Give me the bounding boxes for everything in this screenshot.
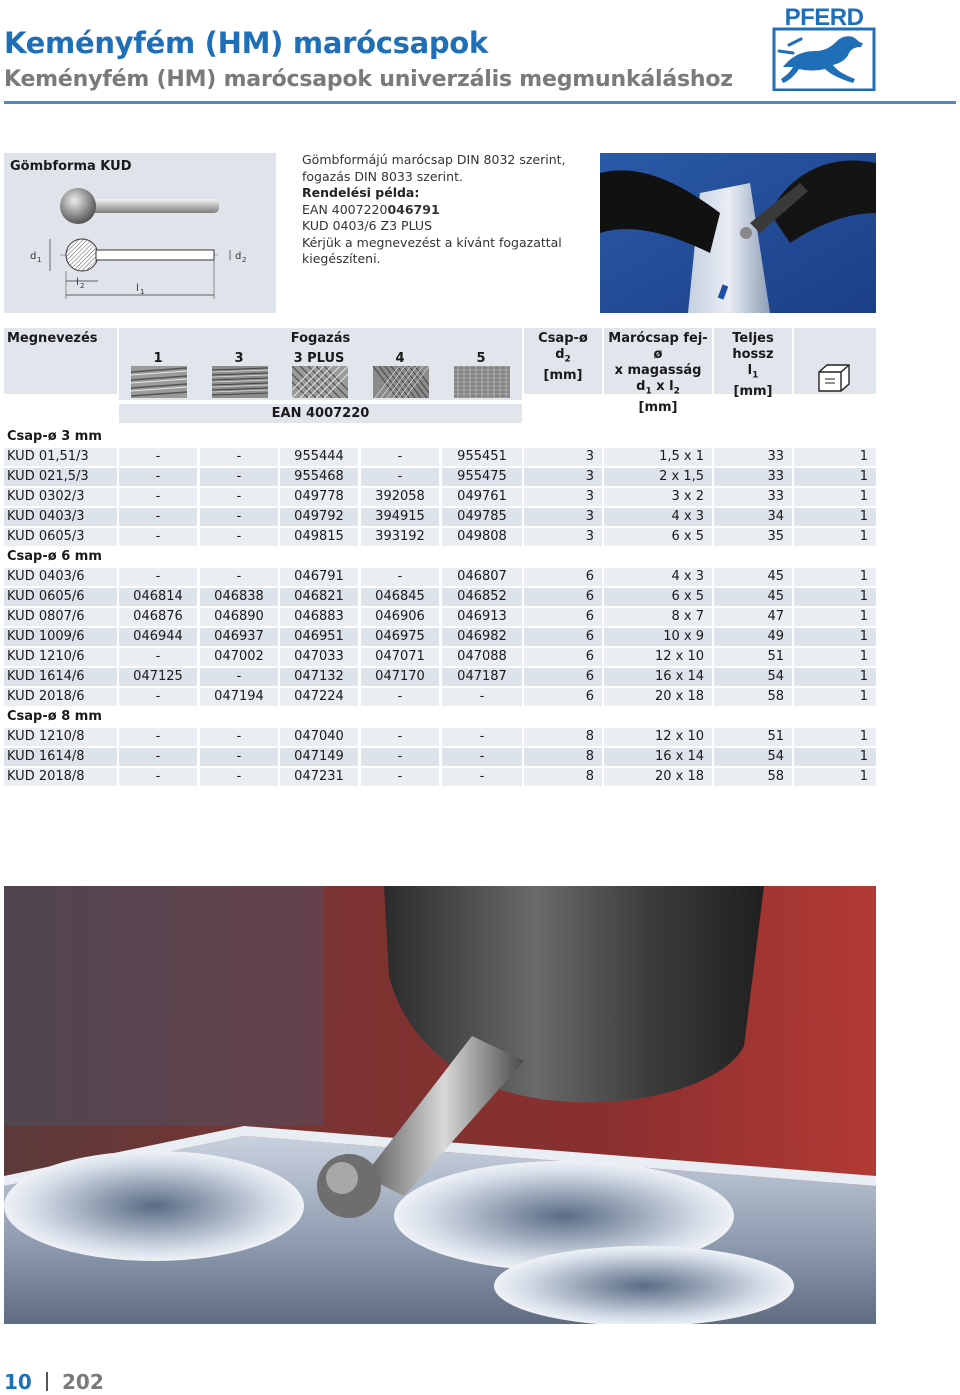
cell-cut-1: -	[119, 468, 197, 486]
product-description	[302, 152, 582, 268]
cell-cut-1: 046944	[119, 628, 197, 646]
desc-line-1: Gömbformájú marócsap DIN 8032 szerint,	[302, 152, 566, 167]
shape-label: Gömbforma KUD	[10, 159, 132, 174]
cell-shank: 6	[524, 628, 602, 646]
cell-cut-5: -	[442, 728, 522, 746]
cell-shank: 3	[524, 488, 602, 506]
table-row	[4, 668, 876, 686]
cell-cut-3plus: 046791	[280, 568, 358, 586]
cell-name: KUD 0605/6	[4, 588, 117, 606]
order-ean: EAN 4007220046791	[302, 201, 440, 217]
cell-cut-1: -	[119, 448, 197, 466]
cell-cut-4: -	[361, 448, 439, 466]
order-note-2: kiegészíteni.	[302, 251, 381, 266]
cell-cut-3: -	[200, 668, 278, 686]
cell-cut-3plus: 049792	[280, 508, 358, 526]
cell-name: KUD 2018/6	[4, 688, 117, 706]
cell-head-size: 16 x 14	[604, 668, 712, 686]
cell-cut-3: 046890	[200, 608, 278, 626]
order-code: KUD 0403/6 Z3 PLUS	[302, 218, 433, 233]
cell-shank: 8	[524, 728, 602, 746]
dim-l2-sub: 2	[80, 282, 85, 290]
cell-cut-5: -	[442, 688, 522, 706]
cell-head-size: 3 x 2	[604, 488, 712, 506]
cell-cut-1: 046876	[119, 608, 197, 626]
cell-shank: 8	[524, 748, 602, 766]
cell-length: 54	[714, 668, 792, 686]
logo-text: PFERD	[784, 5, 864, 31]
cell-head-size: 8 x 7	[604, 608, 712, 626]
cell-pack-qty: 1	[794, 448, 876, 466]
cell-pack-qty: 1	[794, 668, 876, 686]
cell-shank: 6	[524, 688, 602, 706]
dim-l1: l	[136, 283, 139, 294]
col-length-header: Teljes hossz $l_1$ [mm]	[732, 331, 774, 399]
cell-cut-3plus: 046951	[280, 628, 358, 646]
cell-cut-3: -	[200, 508, 278, 526]
page-total: 202	[62, 1370, 104, 1394]
dim-d1: d	[30, 251, 37, 262]
cell-shank: 6	[524, 568, 602, 586]
cell-pack-qty: 1	[794, 768, 876, 786]
cell-name: KUD 0605/3	[4, 528, 117, 546]
cell-name: KUD 2018/8	[4, 768, 117, 786]
cut-swatch-1	[131, 366, 187, 398]
cell-cut-3: 047002	[200, 648, 278, 666]
cell-name: KUD 0302/3	[4, 488, 117, 506]
cut-swatch-5	[454, 366, 510, 398]
cell-pack-qty: 1	[794, 528, 876, 546]
cell-cut-3: -	[200, 568, 278, 586]
cell-cut-3: -	[200, 748, 278, 766]
cut-col-5: 5	[476, 351, 486, 366]
cell-cut-3plus: 049815	[280, 528, 358, 546]
cell-cut-3plus: 049778	[280, 488, 358, 506]
cell-shank: 6	[524, 608, 602, 626]
cell-cut-4: -	[361, 468, 439, 486]
cell-cut-3: -	[200, 528, 278, 546]
cell-pack-qty: 1	[794, 648, 876, 666]
cell-shank: 3	[524, 468, 602, 486]
cell-head-size: 4 x 3	[604, 568, 712, 586]
cell-cut-3plus: 047231	[280, 768, 358, 786]
cell-head-size: 12 x 10	[604, 648, 712, 666]
cell-cut-3plus: 955444	[280, 448, 358, 466]
cell-name: KUD 01,51/3	[4, 448, 117, 466]
cell-cut-5: 047088	[442, 648, 522, 666]
cell-cut-4: 046906	[361, 608, 439, 626]
cell-cut-5: 046913	[442, 608, 522, 626]
cell-head-size: 4 x 3	[604, 508, 712, 526]
table-row	[4, 528, 876, 546]
cell-length: 33	[714, 448, 792, 466]
cell-cut-3: 047194	[200, 688, 278, 706]
cut-swatch-4	[373, 366, 429, 398]
shape-panel	[4, 153, 276, 313]
group-header: Csap-ø 6 mm	[7, 549, 102, 564]
cell-shank: 6	[524, 588, 602, 606]
cell-pack-qty: 1	[794, 728, 876, 746]
cell-length: 58	[714, 688, 792, 706]
col-head-size-header: Marócsap fej-ø x magasság $d_1$ x $l_2$ [mm]	[608, 331, 708, 415]
cut-swatch-3	[212, 366, 268, 398]
table-row	[4, 588, 876, 606]
table-row	[4, 688, 876, 706]
cell-cut-4: 046845	[361, 588, 439, 606]
cut-swatch-3plus	[292, 366, 348, 398]
cell-name: KUD 0807/6	[4, 608, 117, 626]
cell-length: 33	[714, 488, 792, 506]
cell-cut-3plus: 047040	[280, 728, 358, 746]
cell-shank: 3	[524, 528, 602, 546]
cut-col-1: 1	[153, 351, 163, 366]
cell-cut-5: 049808	[442, 528, 522, 546]
cell-shank: 3	[524, 448, 602, 466]
cell-cut-1: 046814	[119, 588, 197, 606]
cell-cut-3: 046937	[200, 628, 278, 646]
package-box-icon	[816, 362, 852, 394]
group-header: Csap-ø 3 mm	[7, 429, 102, 444]
cell-cut-1: 047125	[119, 668, 197, 686]
table-row	[4, 508, 876, 526]
cell-cut-5: 955475	[442, 468, 522, 486]
cell-length: 47	[714, 608, 792, 626]
cell-cut-3plus: 047033	[280, 648, 358, 666]
cell-cut-4: -	[361, 768, 439, 786]
cell-head-size: 16 x 14	[604, 748, 712, 766]
cell-cut-1: -	[119, 568, 197, 586]
cell-name: KUD 1614/8	[4, 748, 117, 766]
header-rule	[4, 101, 956, 104]
table-row	[4, 468, 876, 486]
cell-cut-3plus: 047149	[280, 748, 358, 766]
cell-cut-3plus: 046821	[280, 588, 358, 606]
cell-cut-5: 047187	[442, 668, 522, 686]
cell-cut-3: -	[200, 768, 278, 786]
cell-pack-qty: 1	[794, 588, 876, 606]
cut-col-4: 4	[395, 351, 405, 366]
pferd-logo	[771, 5, 877, 91]
cell-length: 45	[714, 568, 792, 586]
cell-cut-3: -	[200, 448, 278, 466]
cell-shank: 8	[524, 768, 602, 786]
machining-photo	[4, 886, 876, 1324]
cell-cut-1: -	[119, 528, 197, 546]
table-row	[4, 648, 876, 666]
cell-length: 54	[714, 748, 792, 766]
product-photo-hands	[600, 153, 876, 313]
cell-head-size: 20 x 18	[604, 688, 712, 706]
cell-cut-4: -	[361, 688, 439, 706]
cell-head-size: 10 x 9	[604, 628, 712, 646]
page-number-separator	[46, 1372, 48, 1391]
dim-l2: l	[76, 277, 79, 288]
cell-cut-4: 046975	[361, 628, 439, 646]
page-title: Keményfém (HM) marócsapok	[4, 26, 488, 60]
cell-cut-5: 046852	[442, 588, 522, 606]
group-header: Csap-ø 8 mm	[7, 709, 102, 724]
cell-length: 34	[714, 508, 792, 526]
dim-d2-sub: 2	[242, 256, 247, 264]
order-note-1: Kérjük a megnevezést a kívánt fogazattal	[302, 234, 562, 250]
col-shank-header: Csap-ø $d_2$ [mm]	[538, 331, 588, 383]
cell-name: KUD 1614/6	[4, 668, 117, 686]
cell-cut-5: 046807	[442, 568, 522, 586]
cell-cut-5: 049761	[442, 488, 522, 506]
cell-pack-qty: 1	[794, 508, 876, 526]
cell-pack-qty: 1	[794, 568, 876, 586]
order-example-title: Rendelési példa:	[302, 185, 420, 200]
cell-name: KUD 1210/6	[4, 648, 117, 666]
cell-head-size: 6 x 5	[604, 528, 712, 546]
table-row	[4, 448, 876, 466]
cell-shank: 6	[524, 648, 602, 666]
cell-cut-3plus: 046883	[280, 608, 358, 626]
ean-prefix-header: EAN 4007220	[271, 406, 370, 421]
cell-name: KUD 021,5/3	[4, 468, 117, 486]
table-row	[4, 728, 876, 746]
cell-head-size: 1,5 x 1	[604, 448, 712, 466]
cell-length: 49	[714, 628, 792, 646]
cell-pack-qty: 1	[794, 488, 876, 506]
cell-cut-1: -	[119, 488, 197, 506]
cell-cut-3: -	[200, 488, 278, 506]
cell-pack-qty: 1	[794, 688, 876, 706]
cell-name: KUD 0403/3	[4, 508, 117, 526]
cell-head-size: 12 x 10	[604, 728, 712, 746]
cell-cut-5: 046982	[442, 628, 522, 646]
cell-length: 58	[714, 768, 792, 786]
cell-cut-3: 046838	[200, 588, 278, 606]
cell-cut-4: 047071	[361, 648, 439, 666]
dim-d1-sub: 1	[37, 256, 42, 264]
table-row	[4, 608, 876, 626]
cell-cut-5: -	[442, 768, 522, 786]
cut-col-3plus: 3 PLUS	[293, 351, 345, 366]
cell-length: 35	[714, 528, 792, 546]
cut-col-3: 3	[234, 351, 244, 366]
cell-cut-1: -	[119, 728, 197, 746]
cell-cut-3: -	[200, 728, 278, 746]
cell-pack-qty: 1	[794, 468, 876, 486]
cell-length: 51	[714, 728, 792, 746]
cell-cut-4: 394915	[361, 508, 439, 526]
cell-cut-4: -	[361, 728, 439, 746]
table-header	[4, 328, 876, 423]
cell-head-size: 6 x 5	[604, 588, 712, 606]
cell-shank: 6	[524, 668, 602, 686]
table-row	[4, 748, 876, 766]
cell-cut-4: 047170	[361, 668, 439, 686]
cell-length: 33	[714, 468, 792, 486]
dim-d2: d	[235, 251, 242, 262]
cell-cut-3: -	[200, 468, 278, 486]
table-row	[4, 768, 876, 786]
cell-cut-5: 955451	[442, 448, 522, 466]
cell-cut-5: 049785	[442, 508, 522, 526]
cell-pack-qty: 1	[794, 628, 876, 646]
cell-cut-4: -	[361, 568, 439, 586]
table-row	[4, 488, 876, 506]
cell-name: KUD 1210/8	[4, 728, 117, 746]
col-cut-header: Fogazás	[290, 331, 351, 346]
cell-head-size: 2 x 1,5	[604, 468, 712, 486]
cell-cut-3plus: 047224	[280, 688, 358, 706]
cell-name: KUD 1009/6	[4, 628, 117, 646]
desc-line-2: fogazás DIN 8033 szerint.	[302, 168, 463, 184]
table-row	[4, 628, 876, 646]
cell-cut-1: -	[119, 508, 197, 526]
page-number: 10	[4, 1370, 32, 1394]
cell-cut-4: 392058	[361, 488, 439, 506]
cell-cut-3plus: 047132	[280, 668, 358, 686]
cell-length: 51	[714, 648, 792, 666]
cell-shank: 3	[524, 508, 602, 526]
ball-burr-drawing	[4, 153, 276, 313]
cell-cut-4: -	[361, 748, 439, 766]
cell-head-size: 20 x 18	[604, 768, 712, 786]
cell-cut-1: -	[119, 648, 197, 666]
cell-cut-1: -	[119, 748, 197, 766]
col-name-header: Megnevezés	[7, 331, 98, 346]
cell-pack-qty: 1	[794, 608, 876, 626]
cell-cut-4: 393192	[361, 528, 439, 546]
cell-name: KUD 0403/6	[4, 568, 117, 586]
cell-cut-1: -	[119, 688, 197, 706]
cell-cut-1: -	[119, 768, 197, 786]
table-row	[4, 568, 876, 586]
page-subtitle: Keményfém (HM) marócsapok univerzális megmunkáláshoz	[4, 67, 733, 92]
dim-l1-sub: 1	[140, 288, 145, 296]
cell-cut-3plus: 955468	[280, 468, 358, 486]
cell-pack-qty: 1	[794, 748, 876, 766]
cell-cut-5: -	[442, 748, 522, 766]
cell-length: 45	[714, 588, 792, 606]
